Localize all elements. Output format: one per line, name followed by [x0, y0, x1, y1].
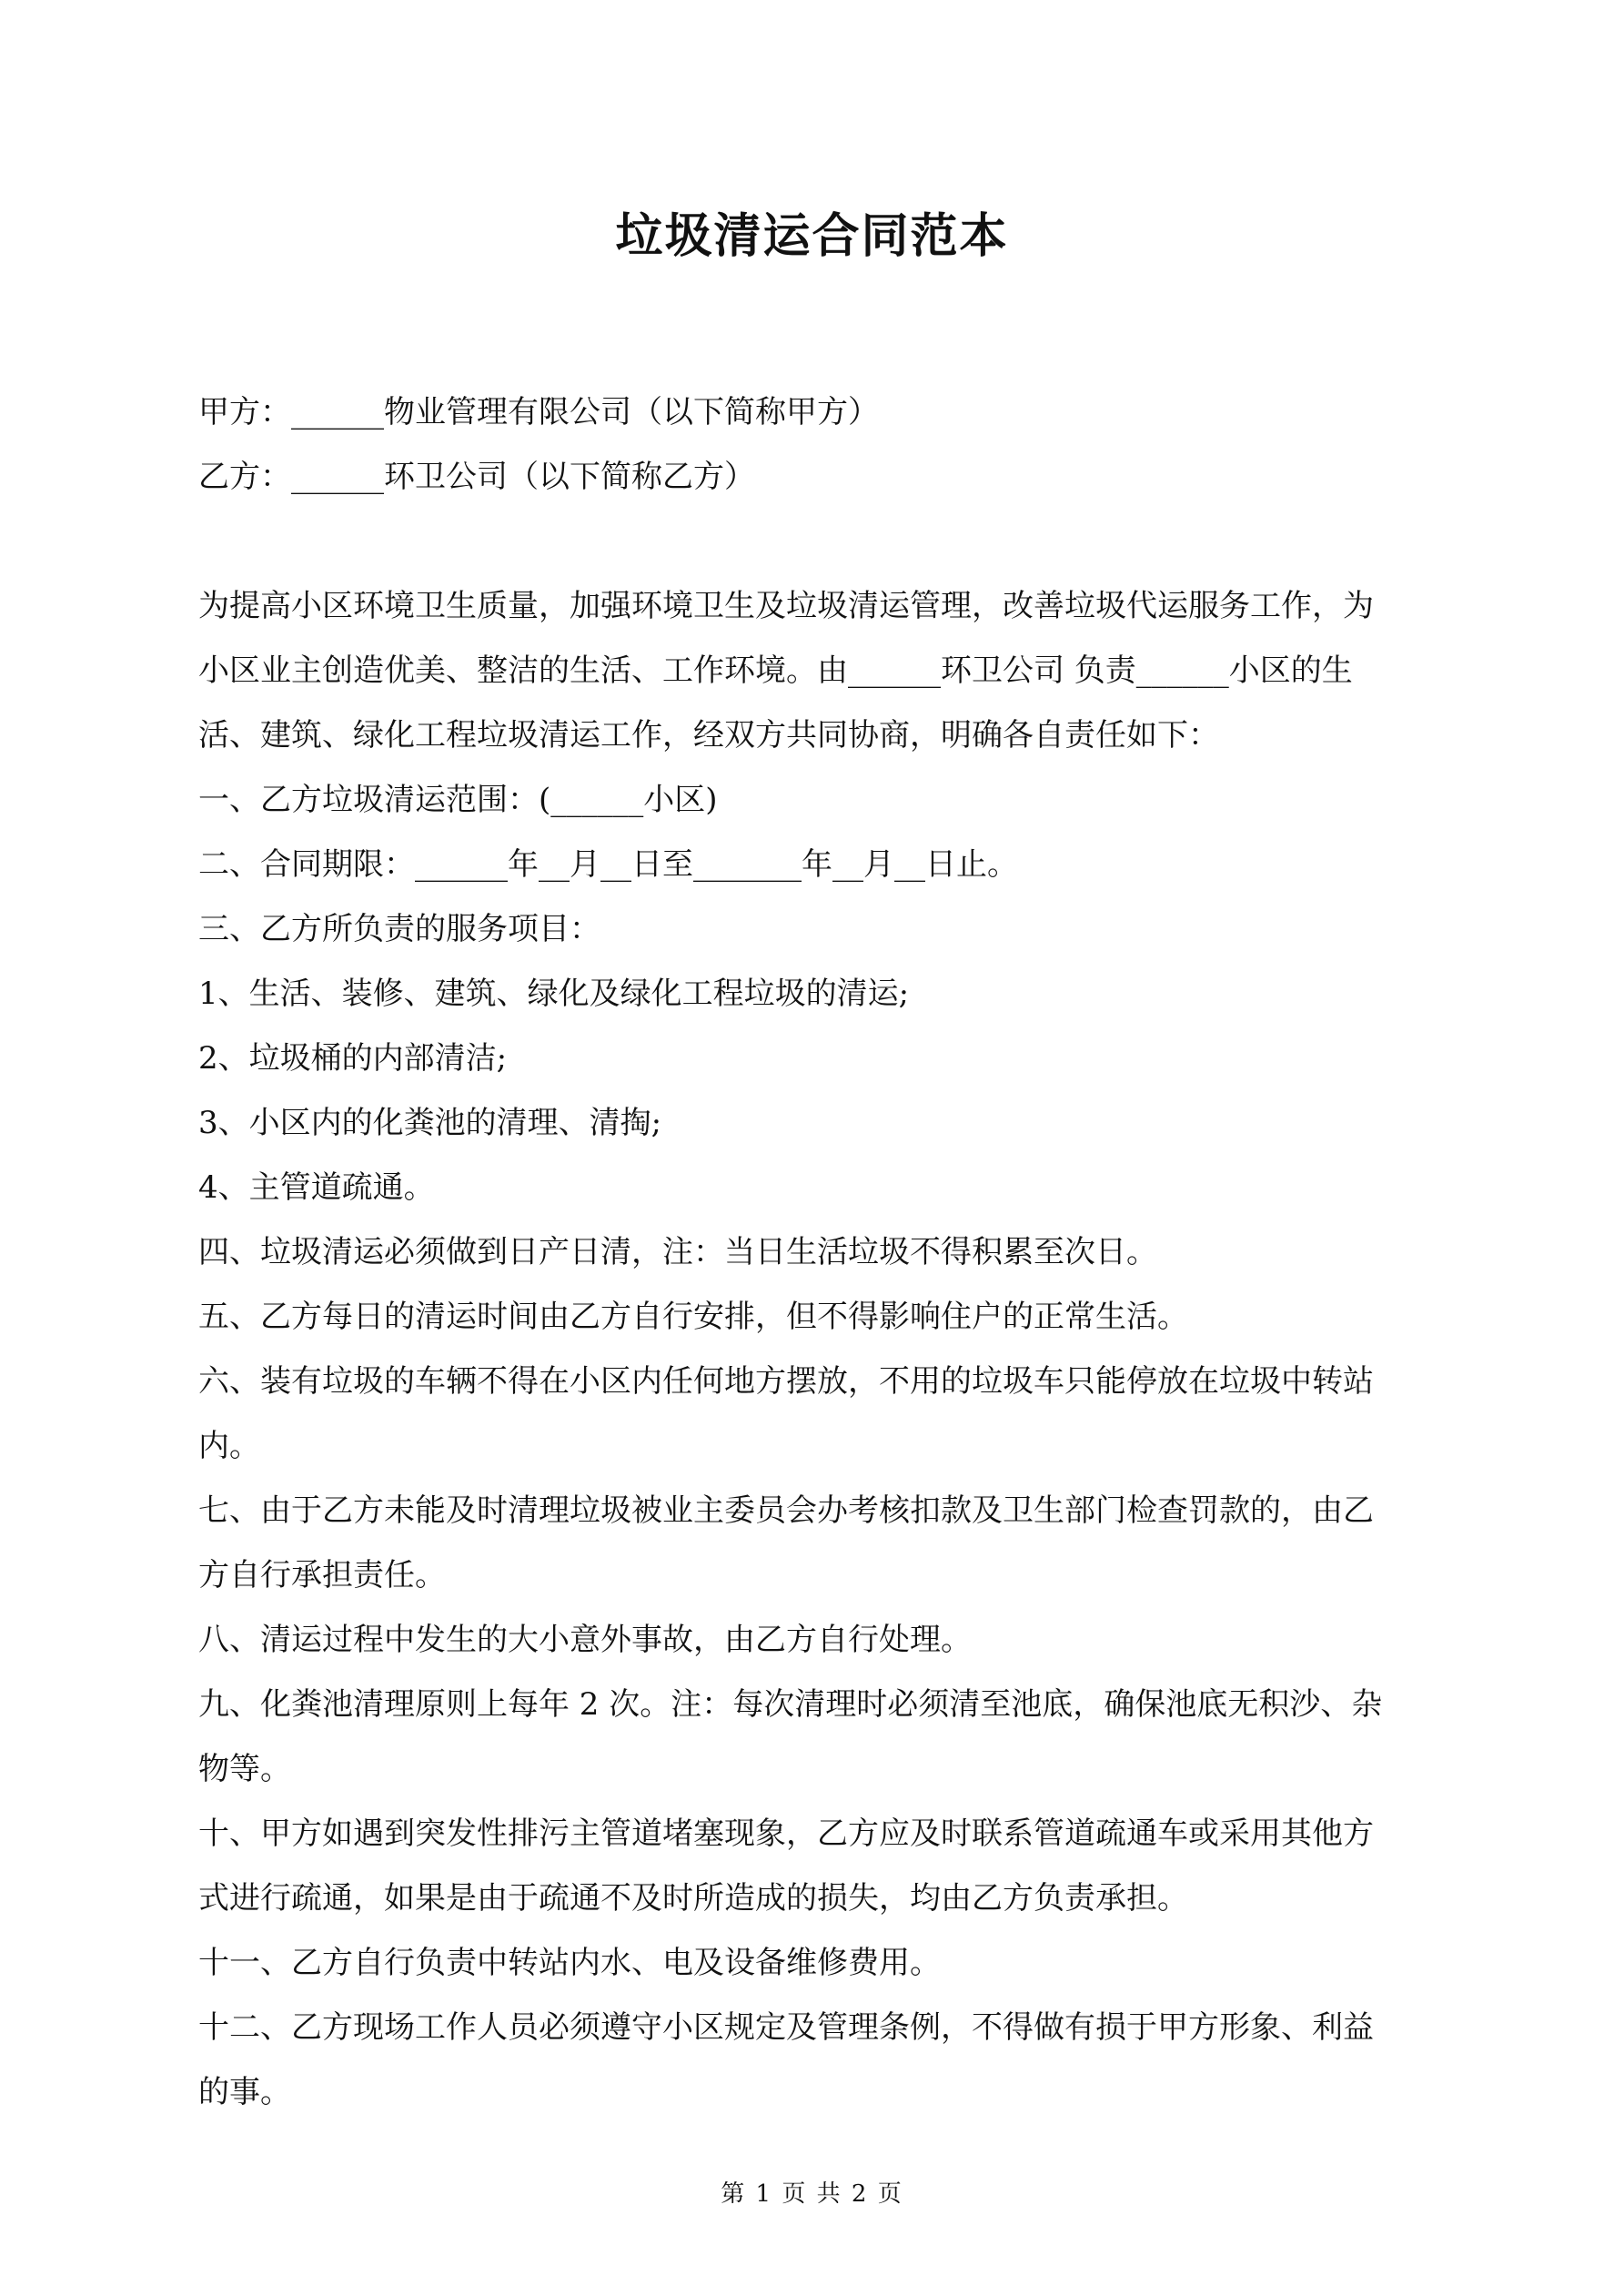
clause-line: 二、合同期限：______年__月__日至_______年__月__日止。 [198, 846, 1018, 883]
clause-line: 七、由于乙方未能及时清理垃圾被业主委员会办考核扣款及卫生部门检查罚款的，由乙 [198, 1492, 1374, 1529]
clause-line: 十一、乙方自行负责中转站内水、电及设备维修费用。 [198, 1945, 941, 1981]
paragraph-gap [198, 510, 1441, 574]
service-item-line: 2、垃圾桶的内部清洁; [198, 1040, 508, 1077]
service-item-line: 1、生活、装修、建筑、绿化及绿化工程垃圾的清运; [198, 976, 910, 1012]
clause-line: 四、垃圾清运必须做到日产日清，注：当日生活垃圾不得积累至次日。 [198, 1234, 1157, 1270]
clause-line: 物等。 [198, 1751, 291, 1787]
document-body [198, 380, 1441, 2125]
clause-line: 十二、乙方现场工作人员必须遵守小区规定及管理条例，不得做有损于甲方形象、利益 [198, 2009, 1374, 2046]
clause-line: 的事。 [198, 2074, 291, 2110]
clause-line: 十、甲方如遇到突发性排污主管道堵塞现象，乙方应及时联系管道疏通车或采用其他方 [198, 1816, 1374, 1852]
clause-line: 内。 [198, 1428, 260, 1464]
preamble-line: 小区业主创造优美、整洁的生活、工作环境。由______环卫公司 负责______小区的生 [198, 652, 1353, 689]
clause-line: 九、化粪池清理原则上每年 2 次。注：每次清理时必须清至池底，确保池底无积沙、杂 [198, 1686, 1383, 1723]
clause-line: 八、清运过程中发生的大小意外事故，由乙方自行处理。 [198, 1622, 972, 1658]
party-a-line: 甲方：______物业管理有限公司（以下简称甲方） [198, 394, 879, 430]
party-b-line: 乙方：______环卫公司（以下简称乙方） [198, 459, 755, 495]
page-number-footer: 第 1 页 共 2 页 [721, 2180, 903, 2208]
preamble-line: 为提高小区环境卫生质量，加强环境卫生及垃圾清运管理，改善垃圾代运服务工作，为 [198, 588, 1374, 624]
clause-line: 式进行疏通，如果是由于疏通不及时所造成的损失，均由乙方负责承担。 [198, 1880, 1188, 1917]
clause-line: 方自行承担责任。 [198, 1557, 446, 1593]
clause-line: 五、乙方每日的清运时间由乙方自行安排，但不得影响住户的正常生活。 [198, 1299, 1188, 1335]
document-title: 垃圾清运合同范本 [615, 208, 1009, 264]
clause-line: 三、乙方所负责的服务项目： [198, 911, 600, 947]
preamble-line: 活、建筑、绿化工程垃圾清运工作，经双方共同协商，明确各自责任如下： [198, 717, 1219, 754]
service-item-line: 3、小区内的化粪池的清理、清掏; [198, 1105, 662, 1141]
service-item-line: 4、主管道疏通。 [198, 1169, 435, 1206]
clause-line: 一、乙方垃圾清运范围：(______小区) [198, 782, 718, 818]
clause-line: 六、装有垃圾的车辆不得在小区内任何地方摆放，不用的垃圾车只能停放在垃圾中转站 [198, 1363, 1374, 1400]
